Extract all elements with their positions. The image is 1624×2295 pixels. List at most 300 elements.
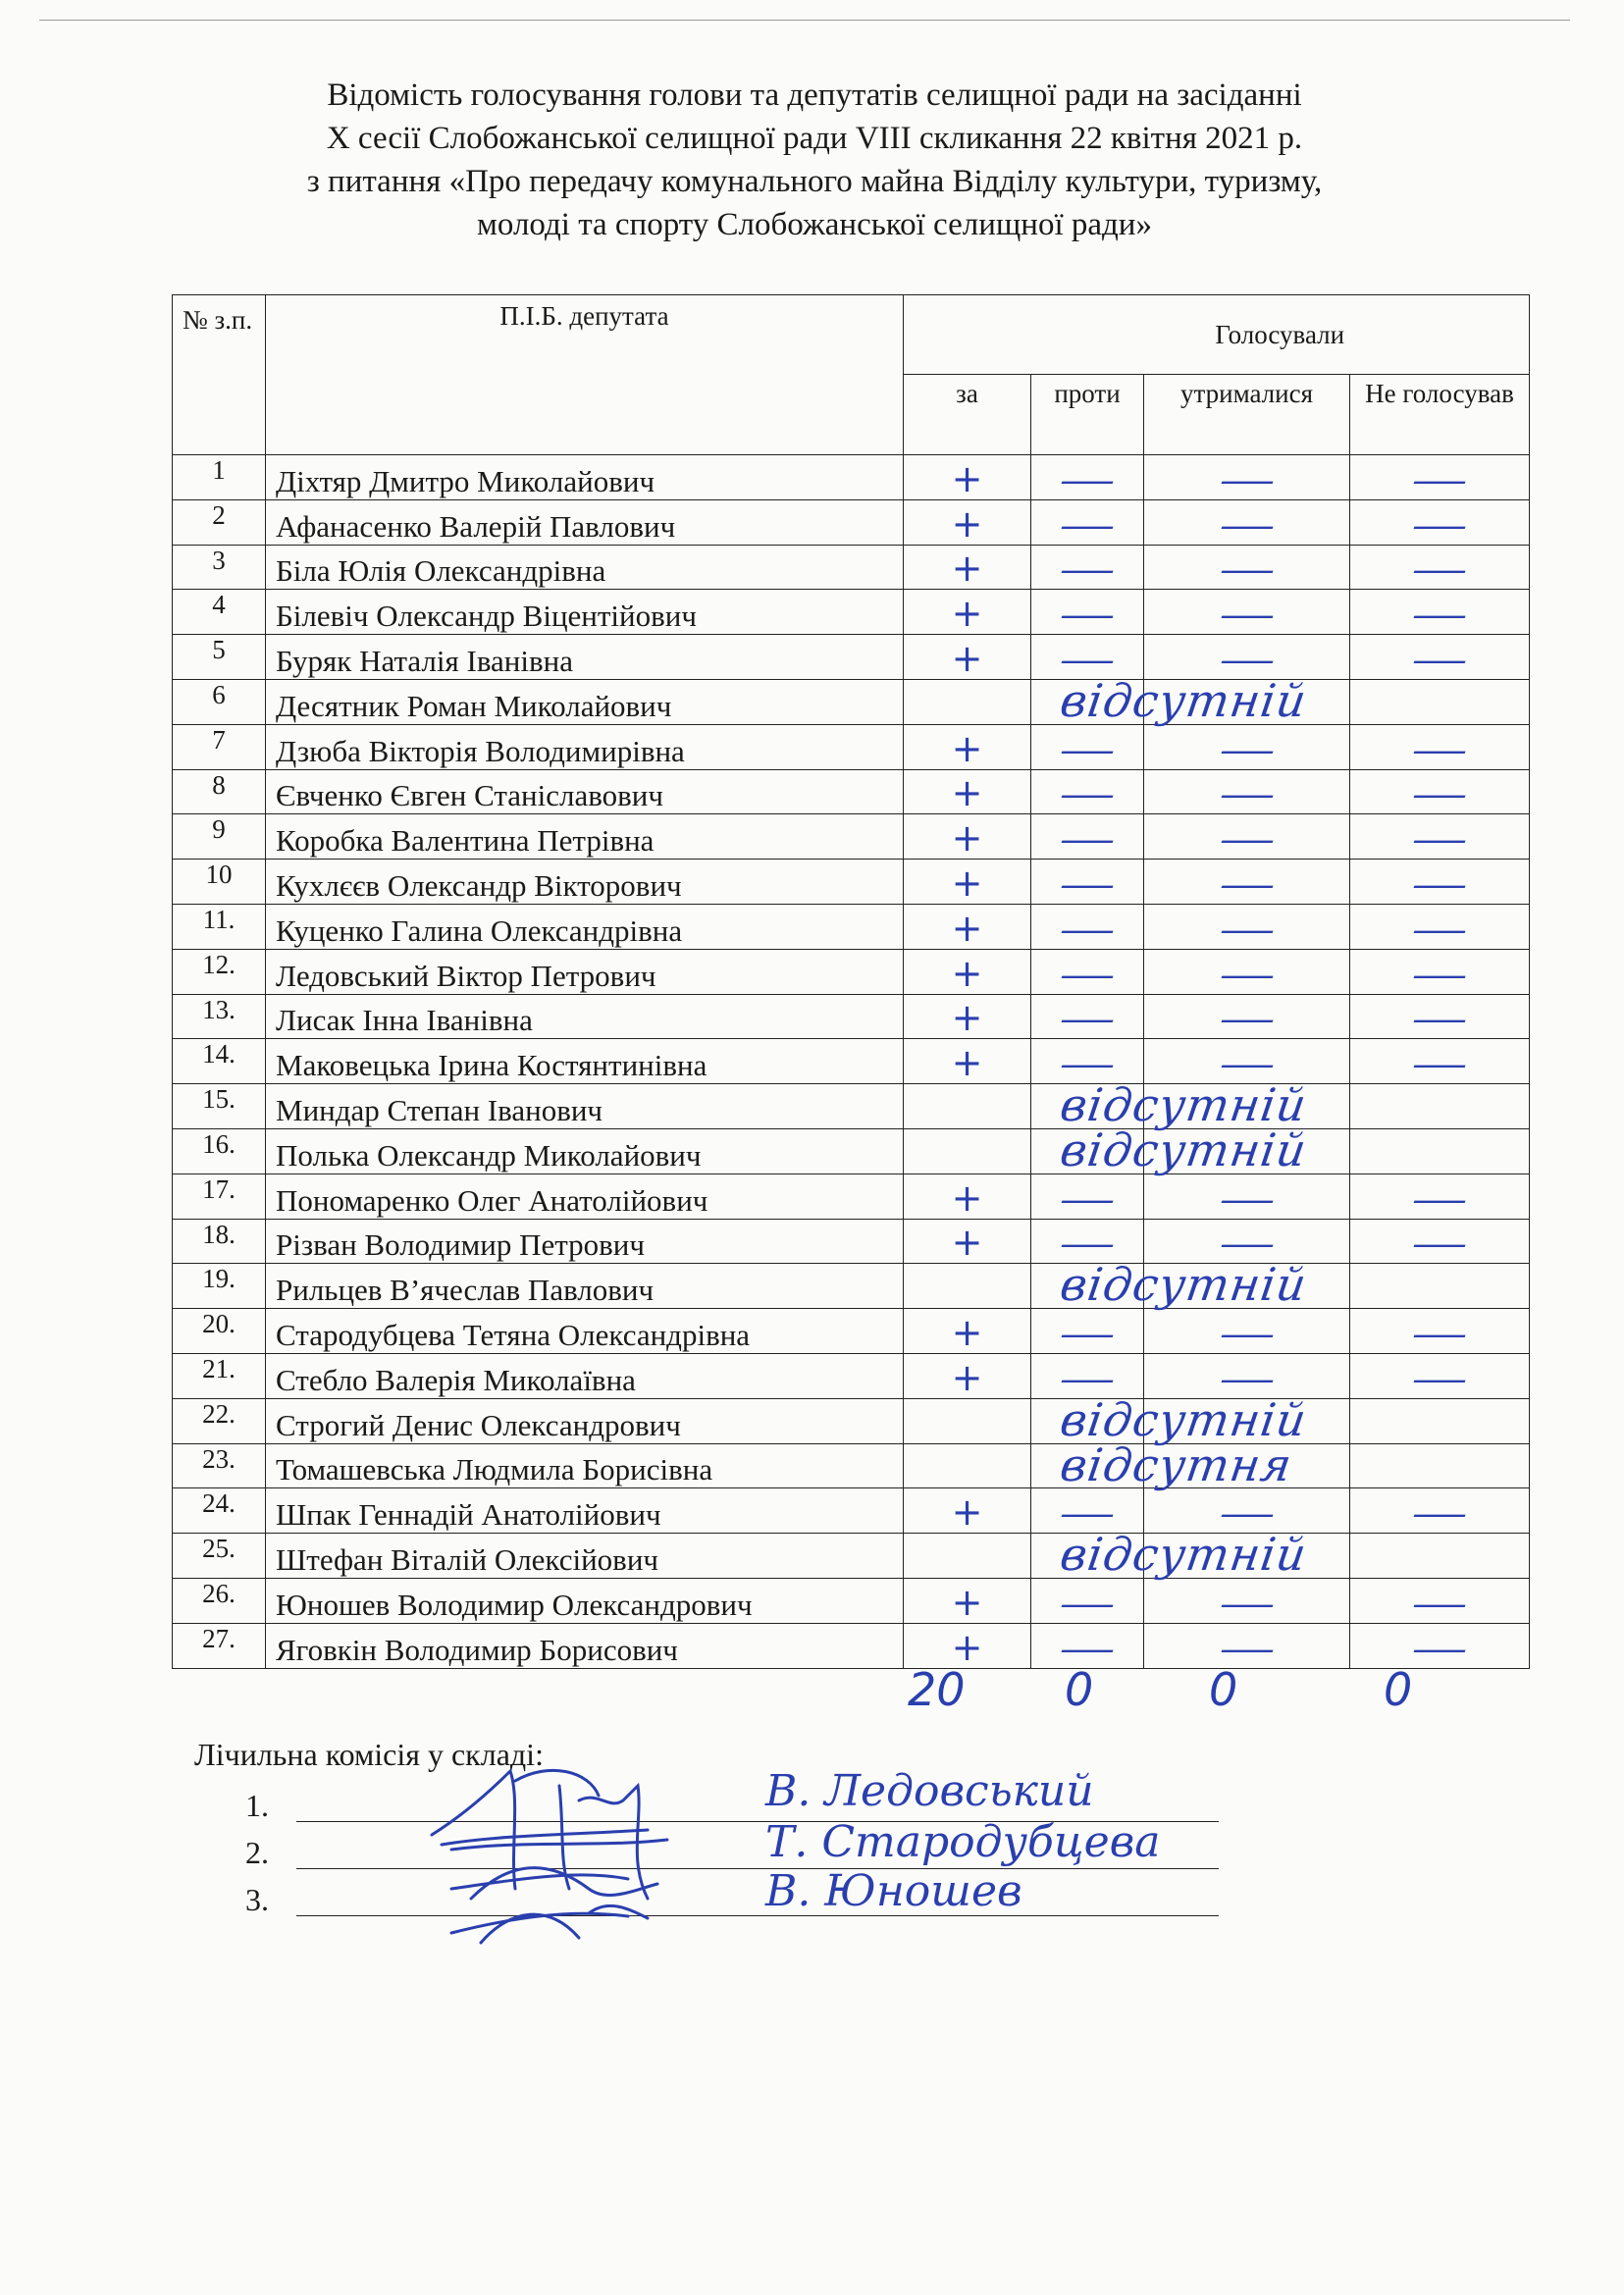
dash-mark: — [1411, 596, 1468, 636]
row-number: 5 [173, 635, 266, 680]
vote-abstained-cell [1144, 724, 1350, 769]
row-number: 2 [173, 499, 266, 545]
dash-mark: — [1411, 1359, 1468, 1399]
vote-against-cell [1031, 1534, 1144, 1579]
vote-against-cell [1031, 1128, 1144, 1174]
table-row [173, 499, 1530, 545]
deputy-name: Біла Юлія Олександрівна [266, 545, 904, 590]
vote-not-voted-cell [1350, 635, 1530, 680]
dash-mark: — [1059, 505, 1116, 546]
dash-mark: — [1218, 910, 1276, 950]
page-top-rule [39, 20, 1570, 21]
title-line-1: Відомість голосування голови та депутатів селищної ради на засіданні [327, 78, 1302, 113]
dash-mark: — [1218, 596, 1276, 636]
header-name: П.І.Б. депутата [266, 295, 904, 455]
vote-against-cell [1031, 724, 1144, 769]
dash-mark: — [1411, 820, 1468, 861]
row-number: 20. [173, 1309, 266, 1354]
vote-against-cell [1031, 1443, 1144, 1488]
header-for: за [904, 375, 1031, 455]
table-row [173, 1084, 1530, 1129]
vote-abstained-cell [1144, 1219, 1350, 1264]
dash-mark: — [1411, 1314, 1468, 1354]
deputy-name: Євченко Євген Станіславович [266, 769, 904, 814]
dash-mark: — [1218, 640, 1276, 680]
vote-not-voted-cell [1350, 860, 1530, 905]
deputy-name: Дзюба Вікторія Володимирівна [266, 724, 904, 769]
deputy-name: Діхтяр Дмитро Миколайович [266, 455, 904, 500]
header-number: № з.п. [173, 295, 266, 455]
vote-against-cell [1031, 860, 1144, 905]
plus-mark: + [951, 726, 983, 770]
deputy-name: Полька Олександр Миколайович [266, 1128, 904, 1174]
dash-mark: — [1411, 1000, 1468, 1040]
header-not-voted: Не голосував [1350, 375, 1530, 455]
vote-abstained-cell [1144, 1353, 1350, 1398]
deputy-name: Юношев Володимир Олександрович [266, 1578, 904, 1623]
vote-not-voted-cell [1350, 1219, 1530, 1264]
total-against: 0 [1065, 1663, 1094, 1716]
deputy-name: Стародубцева Тетяна Олександрівна [266, 1309, 904, 1354]
vote-not-voted-cell [1350, 724, 1530, 769]
vote-abstained-cell [1144, 1488, 1350, 1534]
row-number: 27. [173, 1623, 266, 1668]
dash-mark: — [1411, 1225, 1468, 1265]
vote-not-voted-cell [1350, 1264, 1530, 1309]
vote-not-voted-cell [1350, 1084, 1530, 1129]
row-number: 6 [173, 679, 266, 724]
vote-against-cell [1031, 635, 1144, 680]
dash-mark: — [1411, 864, 1468, 905]
deputy-name: Коробка Валентина Петрівна [266, 814, 904, 860]
dash-mark: — [1218, 505, 1276, 546]
deputy-name: Строгий Денис Олександрович [266, 1398, 904, 1443]
vote-abstained-cell [1144, 949, 1350, 994]
dash-mark: — [1059, 596, 1116, 636]
row-number: 7 [173, 724, 266, 769]
vote-abstained-cell [1144, 1623, 1350, 1668]
vote-abstained-cell [1144, 860, 1350, 905]
table-row [173, 1353, 1530, 1398]
title-line-4: молоді та спорту Слобожанської селищної ради» [477, 207, 1152, 242]
dash-mark: — [1411, 505, 1468, 546]
plus-mark: + [951, 906, 983, 950]
deputy-name: Рильцев В’ячеслав Павлович [266, 1264, 904, 1309]
deputy-name: Пономаренко Олег Анатолійович [266, 1174, 904, 1219]
dash-mark: — [1059, 1000, 1116, 1040]
vote-against-cell [1031, 1488, 1144, 1534]
row-number: 24. [173, 1488, 266, 1534]
header-against: проти [1031, 375, 1144, 455]
vote-against-cell [1031, 1398, 1144, 1443]
signature-1: В. Ледовський [765, 1766, 1094, 1816]
plus-mark: + [951, 547, 983, 591]
row-number: 18. [173, 1219, 266, 1264]
vote-for-cell [904, 1258, 1311, 1312]
vote-for-cell [904, 860, 1031, 905]
row-number: 11. [173, 904, 266, 949]
vote-for-cell [904, 1039, 1031, 1084]
vote-for-cell [904, 1309, 1031, 1354]
vote-for-cell [904, 1528, 1311, 1582]
signature-scribbles [412, 1742, 726, 1957]
row-number: 23. [173, 1443, 266, 1488]
dash-mark: — [1059, 550, 1116, 591]
table-row [173, 635, 1530, 680]
total-abstained: 0 [1209, 1663, 1238, 1716]
vote-against-cell [1031, 1174, 1144, 1219]
absent-note: відсутній [1057, 1528, 1311, 1582]
absent-note: відсутній [1057, 1078, 1311, 1132]
vote-not-voted-cell [1350, 904, 1530, 949]
dash-mark: — [1218, 730, 1276, 770]
deputy-name: Штефан Віталій Олексійович [266, 1534, 904, 1579]
deputy-name: Десятник Роман Миколайович [266, 679, 904, 724]
dash-mark: — [1059, 1494, 1116, 1535]
row-number: 14. [173, 1039, 266, 1084]
table-row [173, 679, 1530, 724]
vote-not-voted-cell [1350, 1623, 1530, 1668]
dash-mark: — [1059, 1045, 1116, 1085]
dash-mark: — [1059, 955, 1116, 995]
row-number: 21. [173, 1353, 266, 1398]
table-row [173, 455, 1530, 500]
plus-mark: + [951, 951, 983, 995]
plus-mark: + [951, 996, 983, 1040]
row-number: 16. [173, 1128, 266, 1174]
deputy-name: Томашевська Людмила Борисівна [266, 1443, 904, 1488]
vote-not-voted-cell [1350, 769, 1530, 814]
plus-mark: + [951, 1355, 983, 1399]
vote-not-voted-cell [1350, 1443, 1530, 1488]
vote-for-cell [904, 673, 1311, 727]
dash-mark: — [1059, 775, 1116, 815]
vote-not-voted-cell [1350, 1398, 1530, 1443]
vote-against-cell [1031, 1039, 1144, 1084]
vote-not-voted-cell [1350, 1309, 1530, 1354]
deputy-name: Куценко Галина Олександрівна [266, 904, 904, 949]
table-row [173, 994, 1530, 1039]
vote-abstained-cell [1144, 1084, 1350, 1129]
document-title [147, 74, 1482, 246]
vote-abstained-cell [1144, 499, 1350, 545]
table-row [173, 1219, 1530, 1264]
signature-2: Т. Стародубцева [765, 1817, 1161, 1867]
vote-not-voted-cell [1350, 1488, 1530, 1534]
vote-abstained-cell [1144, 1264, 1350, 1309]
title-line-3: з питання «Про передачу комунального майна Відділу культури, туризму, [306, 164, 1323, 199]
vote-for-cell [904, 455, 1031, 500]
totals-row [0, 1663, 1624, 1722]
vote-against-cell [1031, 499, 1144, 545]
row-number: 3 [173, 545, 266, 590]
commission-member-3 [245, 1882, 1227, 1918]
dash-mark: — [1218, 550, 1276, 591]
dash-mark: — [1218, 955, 1276, 995]
table-row [173, 724, 1530, 769]
vote-against-cell [1031, 1623, 1144, 1668]
vote-abstained-cell [1144, 1578, 1350, 1623]
vote-not-voted-cell [1350, 455, 1530, 500]
table-row [173, 1398, 1530, 1443]
vote-abstained-cell [1144, 635, 1350, 680]
vote-for-cell [904, 1623, 1031, 1668]
table-row [173, 590, 1530, 635]
vote-abstained-cell [1144, 1534, 1350, 1579]
vote-abstained-cell [1144, 769, 1350, 814]
vote-not-voted-cell [1350, 590, 1530, 635]
vote-for-cell [904, 1488, 1031, 1534]
deputy-name: Стебло Валерія Миколаївна [266, 1353, 904, 1398]
vote-for-cell [904, 1353, 1031, 1398]
plus-mark: + [951, 861, 983, 905]
vote-abstained-cell [1144, 455, 1350, 500]
dash-mark: — [1059, 1584, 1116, 1624]
row-number: 26. [173, 1578, 266, 1623]
dash-mark: — [1411, 955, 1468, 995]
vote-against-cell [1031, 769, 1144, 814]
dash-mark: — [1059, 864, 1116, 905]
vote-for-cell [904, 635, 1031, 680]
row-number: 1 [173, 455, 266, 500]
dash-mark: — [1411, 460, 1468, 500]
table-row [173, 1534, 1530, 1579]
dash-mark: — [1411, 1584, 1468, 1624]
vote-abstained-cell [1144, 1443, 1350, 1488]
vote-for-cell [904, 994, 1031, 1039]
plus-mark: + [951, 1041, 983, 1085]
row-number: 19. [173, 1264, 266, 1309]
vote-abstained-cell [1144, 1174, 1350, 1219]
dash-mark: — [1218, 1225, 1276, 1265]
vote-against-cell [1031, 1084, 1144, 1129]
table-row [173, 1039, 1530, 1084]
table-row [173, 1309, 1530, 1354]
table-row [173, 769, 1530, 814]
vote-not-voted-cell [1350, 1039, 1530, 1084]
dash-mark: — [1059, 1225, 1116, 1265]
row-number: 25. [173, 1534, 266, 1579]
dash-mark: — [1411, 1179, 1468, 1220]
vote-for-cell [904, 1122, 1311, 1176]
vote-for-cell [904, 904, 1031, 949]
vote-for-cell [904, 949, 1031, 994]
row-number: 17. [173, 1174, 266, 1219]
row-number: 4 [173, 590, 266, 635]
vote-abstained-cell [1144, 1398, 1350, 1443]
absent-note: відсутній [1057, 673, 1311, 727]
plus-mark: + [951, 816, 983, 861]
vote-against-cell [1031, 904, 1144, 949]
plus-mark: + [951, 771, 983, 815]
header-abstained: утрималися [1144, 375, 1350, 455]
vote-abstained-cell [1144, 904, 1350, 949]
dash-mark: — [1218, 1494, 1276, 1535]
plus-mark: + [951, 1310, 983, 1354]
vote-for-cell [904, 1392, 1311, 1446]
vote-not-voted-cell [1350, 1174, 1530, 1219]
deputy-name: Ледовський Віктор Петрович [266, 949, 904, 994]
vote-for-cell [904, 769, 1031, 814]
dash-mark: — [1411, 910, 1468, 950]
dash-mark: — [1411, 1045, 1468, 1085]
vote-for-cell [904, 590, 1031, 635]
vote-not-voted-cell [1350, 1128, 1530, 1174]
vote-against-cell [1031, 679, 1144, 724]
dash-mark: — [1218, 775, 1276, 815]
deputy-name: Яговкін Володимир Борисович [266, 1623, 904, 1668]
dash-mark: — [1411, 640, 1468, 680]
dash-mark: — [1059, 1359, 1116, 1399]
vote-against-cell [1031, 994, 1144, 1039]
plus-mark: + [951, 1490, 983, 1535]
vote-for-cell [904, 1174, 1031, 1219]
vote-abstained-cell [1144, 545, 1350, 590]
dash-mark: — [1059, 640, 1116, 680]
vote-against-cell [1031, 1264, 1144, 1309]
vote-against-cell [1031, 590, 1144, 635]
absent-note: відсутній [1057, 1122, 1311, 1176]
deputy-name: Лисак Інна Іванівна [266, 994, 904, 1039]
vote-abstained-cell [1144, 994, 1350, 1039]
plus-mark: + [951, 456, 983, 500]
row-number: 15. [173, 1084, 266, 1129]
row-number: 13. [173, 994, 266, 1039]
vote-not-voted-cell [1350, 949, 1530, 994]
dash-mark: — [1059, 1314, 1116, 1354]
dash-mark: — [1218, 460, 1276, 500]
absent-note: відсутній [1057, 1258, 1311, 1312]
row-number: 22. [173, 1398, 266, 1443]
row-number: 10 [173, 860, 266, 905]
member-number: 3. [245, 1882, 269, 1917]
vote-for-cell [904, 724, 1031, 769]
dash-mark: — [1218, 1045, 1276, 1085]
plus-mark: + [951, 592, 983, 636]
vote-for-cell [904, 1437, 1296, 1491]
table-row [173, 904, 1530, 949]
table-row [173, 1128, 1530, 1174]
vote-abstained-cell [1144, 1309, 1350, 1354]
title-line-2: X сесії Слобожанської селищної ради VIII скликання 22 квітня 2021 р. [326, 121, 1303, 156]
dash-mark: — [1218, 1629, 1276, 1669]
vote-against-cell [1031, 1353, 1144, 1398]
vote-not-voted-cell [1350, 1578, 1530, 1623]
vote-abstained-cell [1144, 679, 1350, 724]
table-row [173, 545, 1530, 590]
vote-not-voted-cell [1350, 545, 1530, 590]
deputy-name: Кухлєєв Олександр Вікторович [266, 860, 904, 905]
vote-not-voted-cell [1350, 814, 1530, 860]
table-row [173, 1623, 1530, 1668]
vote-not-voted-cell [1350, 1353, 1530, 1398]
vote-not-voted-cell [1350, 994, 1530, 1039]
total-not-voted: 0 [1384, 1663, 1413, 1716]
member-number: 2. [245, 1835, 269, 1870]
table-row [173, 814, 1530, 860]
dash-mark: — [1218, 820, 1276, 861]
vote-against-cell [1031, 1309, 1144, 1354]
vote-abstained-cell [1144, 590, 1350, 635]
vote-against-cell [1031, 1578, 1144, 1623]
table-row [173, 949, 1530, 994]
vote-for-cell [904, 1219, 1031, 1264]
dash-mark: — [1218, 1179, 1276, 1220]
table-row [173, 1174, 1530, 1219]
dash-mark: — [1218, 1000, 1276, 1040]
total-for: 20 [908, 1663, 966, 1716]
signature-3: В. Юношев [765, 1866, 1022, 1916]
table-row [173, 1488, 1530, 1534]
row-number: 12. [173, 949, 266, 994]
absent-note: відсутня [1057, 1437, 1296, 1491]
deputy-name: Афанасенко Валерій Павлович [266, 499, 904, 545]
vote-against-cell [1031, 949, 1144, 994]
row-number: 8 [173, 769, 266, 814]
deputy-name: Шпак Геннадій Анатолійович [266, 1488, 904, 1534]
vote-for-cell [904, 499, 1031, 545]
vote-not-voted-cell [1350, 499, 1530, 545]
vote-for-cell [904, 814, 1031, 860]
member-number: 1. [245, 1788, 269, 1823]
plus-mark: + [951, 501, 983, 546]
vote-against-cell [1031, 1219, 1144, 1264]
table-row [173, 1443, 1530, 1488]
vote-for-cell [904, 1578, 1031, 1623]
dash-mark: — [1059, 460, 1116, 500]
voting-table [172, 294, 1530, 1669]
plus-mark: + [951, 1580, 983, 1624]
commission-label: Лічильна комісія у складі: [194, 1737, 544, 1772]
dash-mark: — [1059, 820, 1116, 861]
vote-abstained-cell [1144, 1039, 1350, 1084]
plus-mark: + [951, 1625, 983, 1669]
deputy-name: Маковецька Ірина Костянтинівна [266, 1039, 904, 1084]
table-row [173, 860, 1530, 905]
plus-mark: + [951, 636, 983, 680]
deputy-name: Різван Володимир Петрович [266, 1219, 904, 1264]
dash-mark: — [1411, 550, 1468, 591]
plus-mark: + [951, 1175, 983, 1220]
dash-mark: — [1059, 1629, 1116, 1669]
dash-mark: — [1059, 730, 1116, 770]
dash-mark: — [1218, 1359, 1276, 1399]
dash-mark: — [1218, 1314, 1276, 1354]
table-row [173, 1578, 1530, 1623]
vote-abstained-cell [1144, 1128, 1350, 1174]
dash-mark: — [1411, 730, 1468, 770]
plus-mark: + [951, 1221, 983, 1265]
vote-against-cell [1031, 545, 1144, 590]
row-number: 9 [173, 814, 266, 860]
vote-not-voted-cell [1350, 679, 1530, 724]
dash-mark: — [1059, 910, 1116, 950]
dash-mark: — [1411, 1629, 1468, 1669]
vote-against-cell [1031, 455, 1144, 500]
table-row [173, 1264, 1530, 1309]
dash-mark: — [1218, 1584, 1276, 1624]
header-voted-group: Голосували [1031, 295, 1530, 375]
deputy-name: Буряк Наталія Іванівна [266, 635, 904, 680]
vote-against-cell [1031, 814, 1144, 860]
dash-mark: — [1218, 864, 1276, 905]
deputy-name: Миндар Степан Іванович [266, 1084, 904, 1129]
deputy-name: Білевіч Олександр Віцентійович [266, 590, 904, 635]
voting-rows [173, 455, 1530, 1669]
dash-mark: — [1411, 775, 1468, 815]
vote-not-voted-cell [1350, 1534, 1530, 1579]
vote-for-cell [904, 545, 1031, 590]
